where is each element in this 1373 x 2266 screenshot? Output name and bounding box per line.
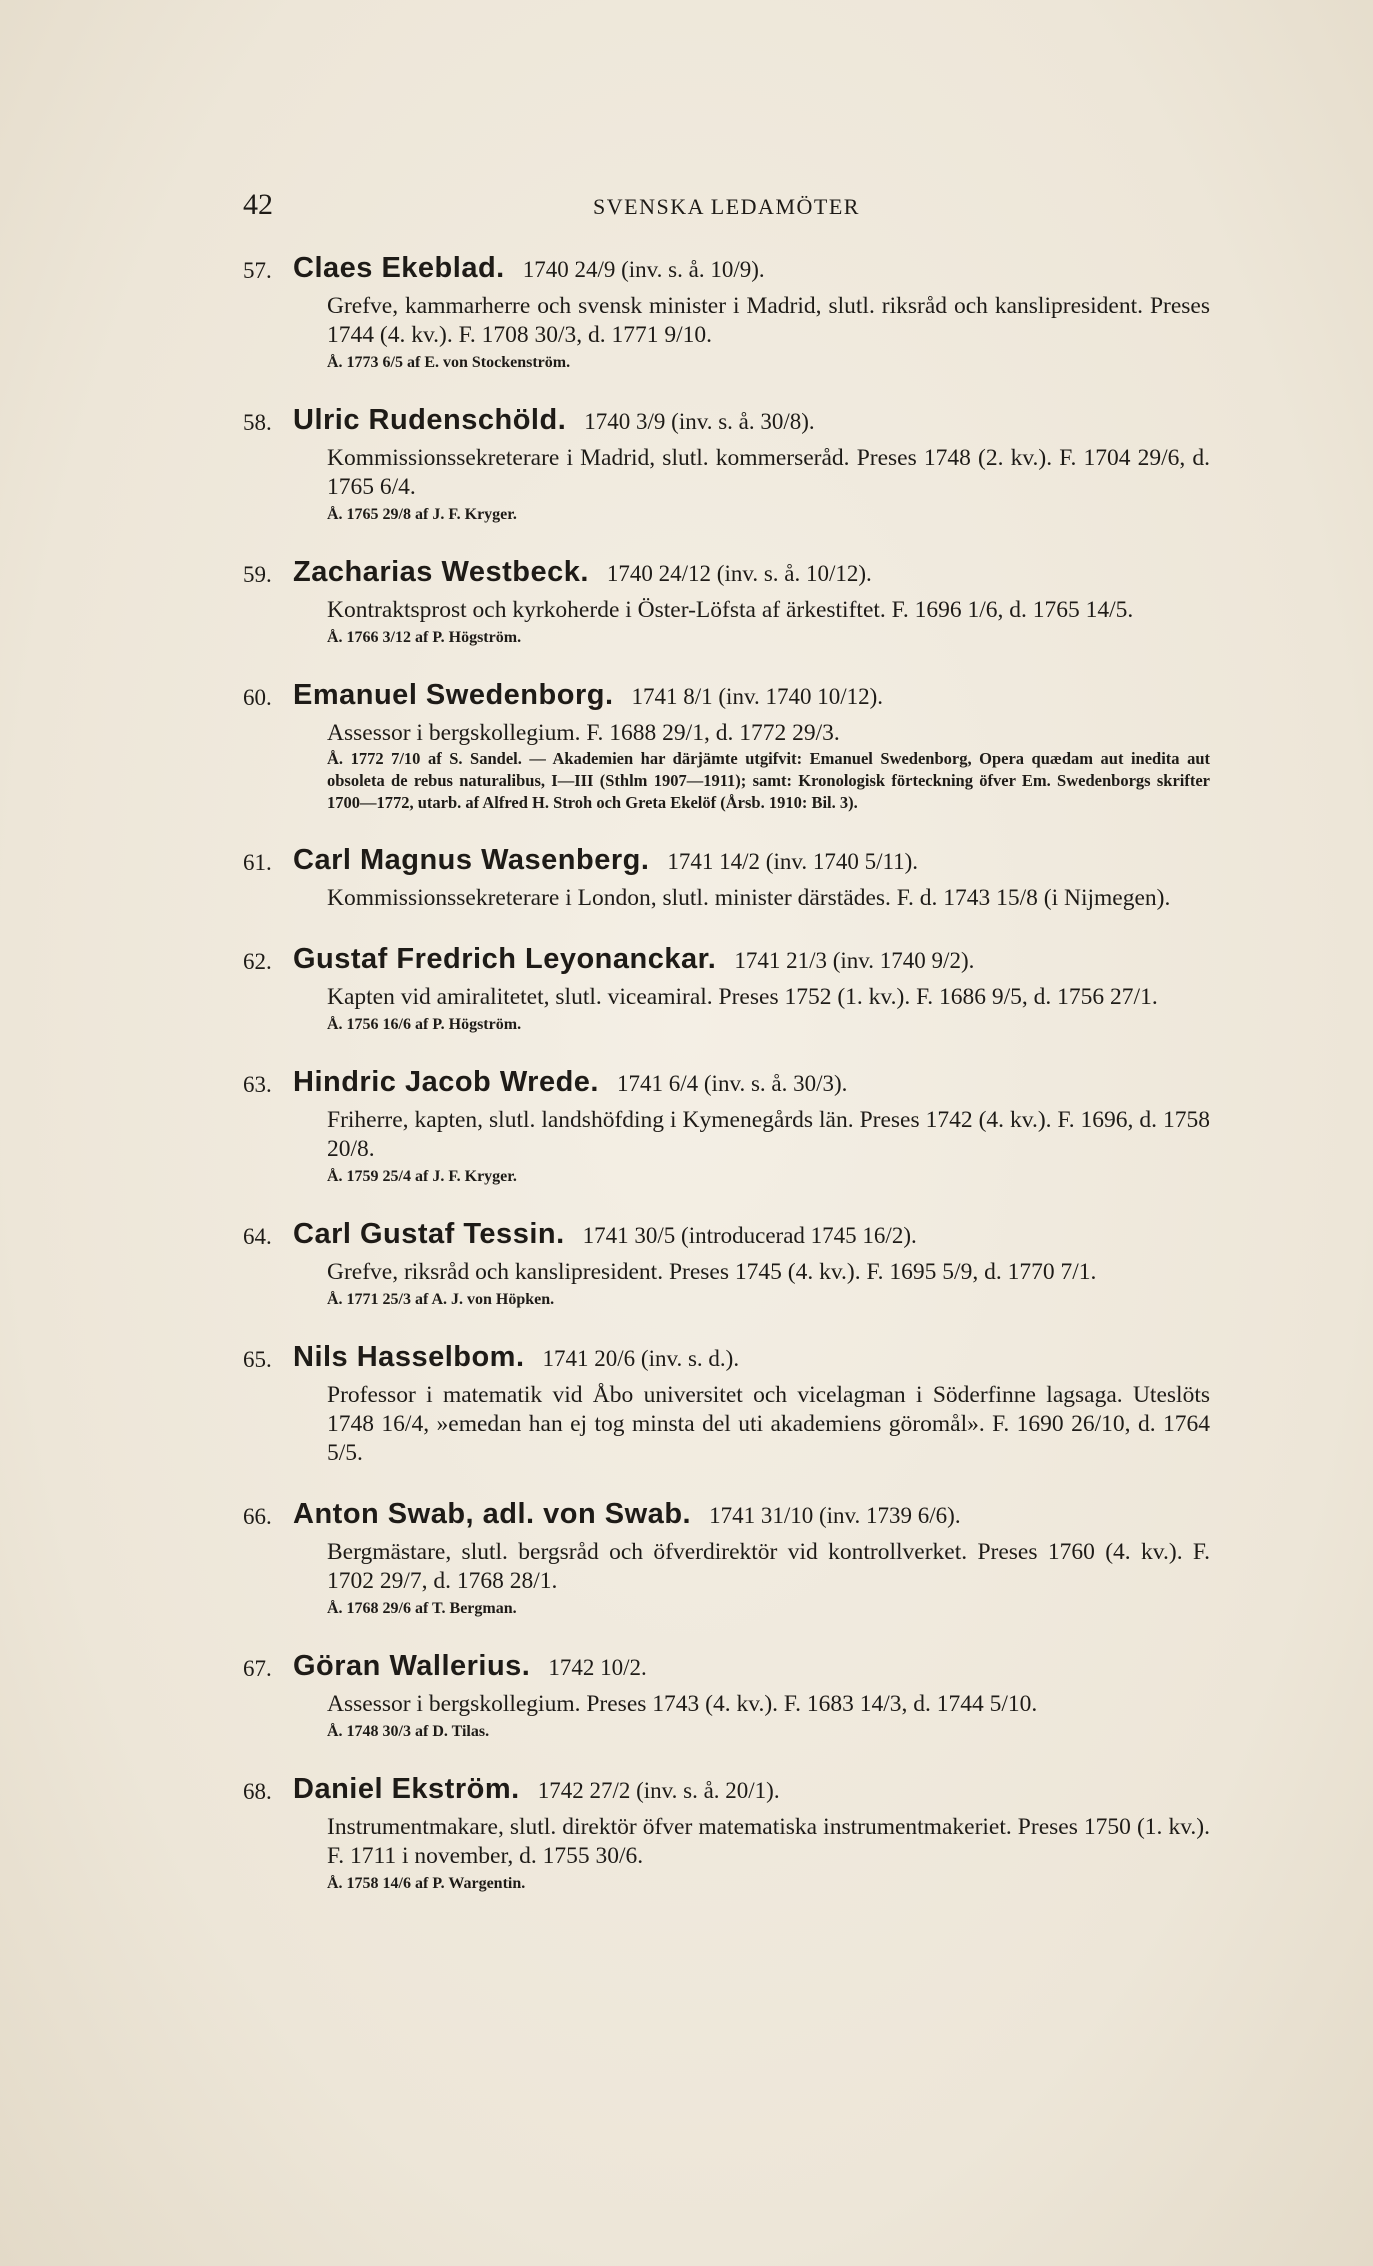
member-entry [0,1769,1373,1895]
entry-number: 63. [243,1072,272,1097]
entry-number: 59. [243,562,272,587]
member-entry [0,675,1373,814]
election-dates: 1741 6/4 (inv. s. å. 30/3). [617,1071,848,1096]
member-description: Instrumentmakare, slutl. direktör öfver matematiska instrumentmakeriet. Preses 1750 (1. kv.). F. 1711 i november, d. 1755 30/6. [327,1814,1210,1869]
election-dates: 1741 30/5 (introducerad 1745 16/2). [582,1223,917,1248]
member-name: Zacharias Westbeck. 1740 24/12 (inv. s. å. 10/12). [293,556,872,588]
member-description: Friherre, kapten, slutl. landshöfding i Kymenegårds län. Preses 1742 (4. kv.). F. 1696, d. 1758 20/8. [327,1107,1210,1162]
member-description: Kommissionssekreterare i London, slutl. minister därstädes. F. d. 1743 15/8 (i Nijmegen). [327,885,1171,911]
memorial-speech: Å. 1758 14/6 af P. Wargentin. [327,1875,526,1892]
member-description: Bergmästare, slutl. bergsråd och öfverdirektör vid kontrollverket. Preses 1760 (4. kv.). F. 1702 29/7, d. 1768 28/1. [327,1539,1210,1594]
page-header [243,188,1210,228]
member-name: Daniel Ekström. 1742 27/2 (inv. s. å. 20/1). [293,1773,780,1805]
member-description: Grefve, riksråd och kanslipresident. Preses 1745 (4. kv.). F. 1695 5/9, d. 1770 7/1. [327,1259,1097,1285]
member-name: Gustaf Fredrich Leyonanckar. 1741 21/3 (inv. 1740 9/2). [293,943,975,975]
member-entry [0,840,1373,913]
election-dates: 1742 27/2 (inv. s. å. 20/1). [537,1778,780,1803]
election-dates: 1742 10/2. [548,1655,647,1680]
member-entry [0,400,1373,526]
member-entry [0,1337,1373,1468]
member-name: Carl Gustaf Tessin. 1741 30/5 (introducerad 1745 16/2). [293,1218,917,1250]
memorial-speech-note: Å. 1772 7/10 af S. Sandel. — Akademien har därjämte utgifvit: Emanuel Swedenborg, Opera quædam aut inedita aut obsoleta de rebus naturalibus, I—III (Sthlm 1907—1911); samt: Kronologisk förteckning öfver Em. Swedenborgs skrifter 1700—1772, utarb. af Alfred H. Stroh och Greta Ekelöf (Årsb. 1910: Bil. 3). [327,749,1210,812]
election-dates: 1741 8/1 (inv. 1740 10/12). [631,684,883,709]
election-dates: 1740 24/12 (inv. s. å. 10/12). [606,561,872,586]
memorial-speech: Å. 1773 6/5 af E. von Stockenström. [327,354,571,371]
member-entry [0,1062,1373,1188]
memorial-speech: Å. 1759 25/4 af J. F. Kryger. [327,1168,517,1185]
member-list [0,248,1373,1921]
entry-number: 62. [243,949,272,974]
member-description: Kapten vid amiralitetet, slutl. viceamiral. Preses 1752 (1. kv.). F. 1686 9/5, d. 1756 27/1. [327,984,1158,1010]
member-entry [0,939,1373,1036]
memorial-speech: Å. 1768 29/6 af T. Bergman. [327,1600,517,1617]
entry-number: 57. [243,258,272,283]
member-description: Grefve, kammarherre och svensk minister i Madrid, slutl. riksråd och kanslipresident. Preses 1744 (4. kv.). F. 1708 30/3, d. 1771 9/10. [327,293,1210,348]
running-title: SVENSKA LEDAMÖTER [593,194,860,219]
member-description: Kontraktsprost och kyrkoherde i Öster-Löfsta af ärkestiftet. F. 1696 1/6, d. 1765 14/5. [327,597,1134,623]
member-entry [0,1494,1373,1620]
election-dates: 1741 20/6 (inv. s. d.). [542,1346,740,1371]
member-name: Nils Hasselbom. 1741 20/6 (inv. s. d.). [293,1341,740,1373]
member-name: Hindric Jacob Wrede. 1741 6/4 (inv. s. å. 30/3). [293,1066,848,1098]
election-dates: 1740 3/9 (inv. s. å. 30/8). [584,409,815,434]
entry-number: 67. [243,1656,272,1681]
election-dates: 1741 14/2 (inv. 1740 5/11). [667,849,919,874]
member-entry [0,248,1373,374]
memorial-speech: Å. 1756 16/6 af P. Högström. [327,1016,522,1033]
page-number: 42 [243,188,273,221]
member-description: Assessor i bergskollegium. F. 1688 29/1, d. 1772 29/3. [327,720,840,746]
election-dates: 1741 21/3 (inv. 1740 9/2). [734,948,975,973]
member-description: Professor i matematik vid Åbo universitet och vicelagman i Söderfinne lagsaga. Uteslöts 1748 16/4, »emedan han ej tog minsta del uti akademiens göromål». F. 1690 26/10, d. 1764 5/5. [327,1382,1210,1466]
member-entry [0,1214,1373,1311]
memorial-speech: Å. 1771 25/3 af A. J. von Höpken. [327,1291,555,1308]
member-entry [0,552,1373,649]
member-name: Anton Swab, adl. von Swab. 1741 31/10 (inv. 1739 6/6). [293,1498,961,1530]
entry-number: 68. [243,1779,272,1804]
member-name: Emanuel Swedenborg. 1741 8/1 (inv. 1740 10/12). [293,679,883,711]
member-name: Ulric Rudenschöld. 1740 3/9 (inv. s. å. 30/8). [293,404,815,436]
election-dates: 1741 31/10 (inv. 1739 6/6). [709,1503,961,1528]
entry-number: 64. [243,1224,272,1249]
memorial-speech: Å. 1766 3/12 af P. Högström. [327,629,522,646]
member-entry [0,1646,1373,1743]
memorial-speech: Å. 1765 29/8 af J. F. Kryger. [327,506,517,523]
member-name: Göran Wallerius. 1742 10/2. [293,1650,647,1682]
entry-number: 65. [243,1347,272,1372]
entry-number: 58. [243,410,272,435]
entry-number: 61. [243,850,272,875]
member-description: Kommissionssekreterare i Madrid, slutl. kommerseråd. Preses 1748 (2. kv.). F. 1704 29/6, d. 1765 6/4. [327,445,1210,500]
member-description: Assessor i bergskollegium. Preses 1743 (4. kv.). F. 1683 14/3, d. 1744 5/10. [327,1691,1038,1717]
entry-number: 66. [243,1504,272,1529]
memorial-speech: Å. 1748 30/3 af D. Tilas. [327,1723,490,1740]
member-name: Carl Magnus Wasenberg. 1741 14/2 (inv. 1740 5/11). [293,844,919,876]
entry-number: 60. [243,685,272,710]
election-dates: 1740 24/9 (inv. s. å. 10/9). [522,257,765,282]
member-name: Claes Ekeblad. 1740 24/9 (inv. s. å. 10/9). [293,252,765,284]
